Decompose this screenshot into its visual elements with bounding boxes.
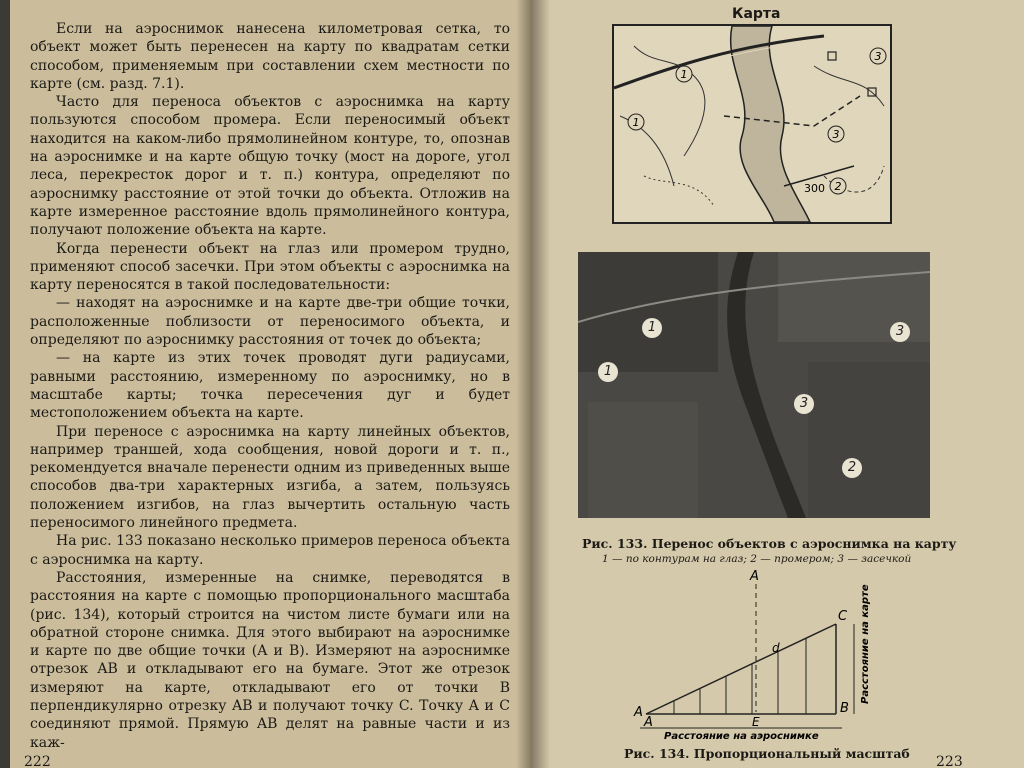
paragraph: При переносе с аэроснимка на карту линейных объектов, например траншей, хода сообщения, новой дороги и т. п., рекомендуется вначале перенести одним из приведенных выше способов два-три характерных изгиба, а затем, пользуясь положением изгибов, на глаз вычертить остальную часть переносимого линейного предмета.: [30, 423, 510, 532]
map-marker: [828, 126, 844, 142]
proportional-scale-figure: [610, 568, 910, 746]
svg-text:3: 3: [832, 128, 840, 141]
photo-marker: 3: [890, 322, 910, 342]
scale-hypotenuse: [646, 624, 836, 714]
map-contour: [644, 176, 714, 206]
point-a1: A: [634, 705, 643, 720]
paragraph: Расстояния, измеренные на снимке, переводятся в расстояния на карте с помощью пропорционального масштаба (рис. 134), который строится на чистом листе бумаги или на обратной стороне снимка. Для этого выбирают на аэроснимке и карте по две общие точки (A и B). Измеряют на аэроснимке отрезок AB и откладывают его на бумаге. Этот же отрезок измеряют на карте, откладывают его от точки B перпендикулярно отрезку AB и получают точку C. Точку A и C соединяют прямой. Прямую AB делят на равные части и из каж-: [30, 569, 510, 751]
paragraph: — на карте из этих точек проводят дуги радиусами, равными расстоянию, измеренному по аэроснимку, но в масштабе карты; точка пересечения дуг и будет местоположением объекта на карте.: [30, 350, 510, 422]
scale-label-bottom: Расстояние на аэроснимке: [664, 731, 819, 742]
point-b: B: [840, 701, 849, 716]
map-contour: [620, 116, 674, 186]
svg-text:1: 1: [632, 116, 640, 129]
photo-marker: 1: [642, 318, 662, 338]
map-road-inner: [614, 40, 824, 92]
left-page-number: 222: [24, 754, 51, 768]
photo-marker: 3: [794, 394, 814, 414]
book-gutter: [516, 0, 550, 768]
point-c: C: [838, 609, 848, 624]
paragraph: Часто для переноса объектов с аэроснимка на карту пользуются способом промера. Если переносимый объект находится на каком-либо прямолинейном контуре, то, опознав на аэроснимке и на карте общую точку (мост на дороге, угол леса, перекресток дорог и т. п.) контура, определяют по аэроснимку расстояние от этой точки до объекта. Отложив на карте измеренное расстояние вдоль прямолинейного контура, получают положение объекта на карте.: [30, 94, 510, 239]
svg-text:1: 1: [680, 68, 688, 81]
paragraph: Если на аэроснимок нанесена километровая сетка, то объект может быть перенесен на карту по квадратам сетки способом, применяемым при составлении схем местности по карте (см. разд. 7.1).: [30, 21, 510, 92]
right-page-number: 223: [936, 754, 963, 768]
map-marker: [628, 114, 644, 130]
map-drawing: [614, 26, 890, 222]
map-figure: [612, 24, 892, 224]
map-marker: [870, 48, 886, 64]
point-a2: A: [644, 715, 653, 730]
map-marker: [830, 178, 846, 194]
point-a-top: A: [750, 569, 759, 584]
figure-134-caption: Рис. 134. Пропорциональный масштаб: [624, 746, 910, 761]
aerial-photo: [578, 252, 930, 518]
map-distance-label: 300: [804, 182, 825, 195]
map-house: [828, 52, 836, 60]
svg-text:3: 3: [874, 50, 882, 63]
scale-label-side: Расстояние на карте: [860, 584, 871, 704]
figure-133-legend: 1 — по контурам на глаз; 2 — промером; 3 — засечкой: [602, 553, 912, 565]
map-contour: [814, 66, 884, 106]
figure-133-caption: Рис. 133. Перенос объектов с аэроснимка на карту: [582, 536, 957, 551]
svg-text:2: 2: [834, 180, 842, 193]
map-title: Карта: [732, 6, 781, 22]
left-text-column: [30, 20, 510, 752]
paragraph: Когда перенести объект на глаз или промером трудно, применяют способ засечки. При этом объекты с аэроснимка на карту переносятся в такой последовательности:: [30, 240, 510, 294]
aerial-photo-drawing: [578, 252, 930, 518]
photo-marker: 1: [598, 362, 618, 382]
map-marker: [676, 66, 692, 82]
proportional-scale-drawing: [610, 568, 910, 746]
photo-marker: 2: [842, 458, 862, 478]
paragraph: — находят на аэроснимке и на карте две-три общие точки, расположенные поблизости от переносимого объекта, и определяют по аэроснимку расстояния от точек до объекта;: [30, 295, 510, 349]
point-e: E: [752, 715, 760, 729]
point-d: d: [772, 641, 780, 655]
paragraph: На рис. 133 показано несколько примеров переноса объекта с аэроснимка на карту.: [30, 533, 510, 568]
